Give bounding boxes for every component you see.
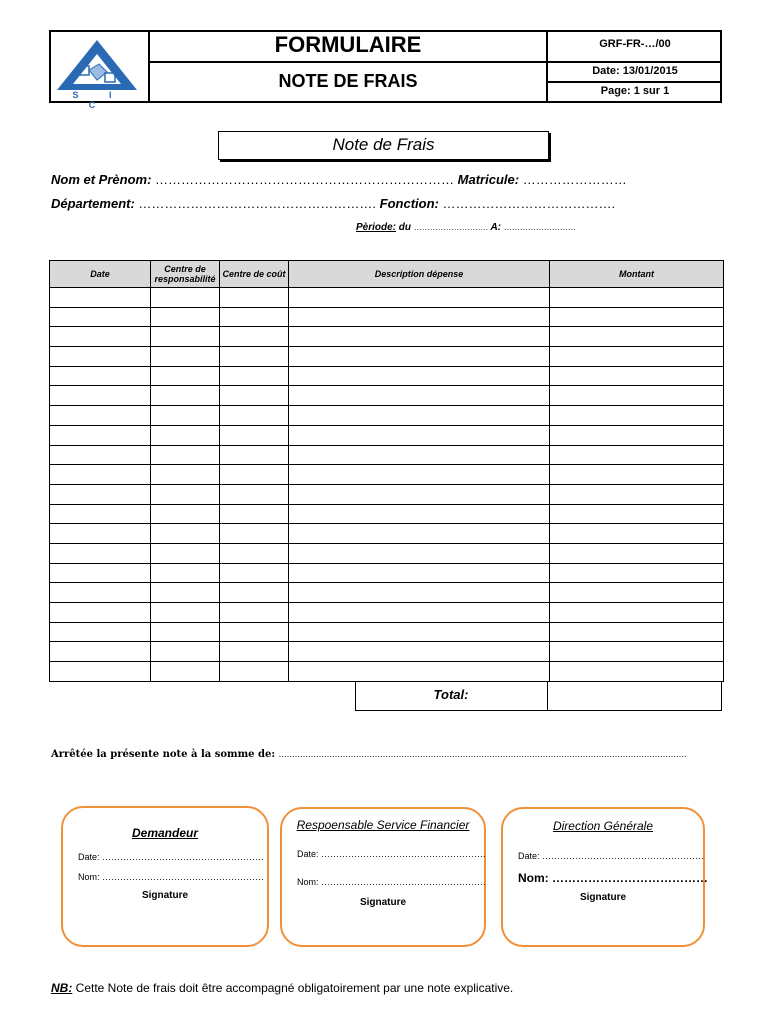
document-title: Note de Frais — [218, 131, 549, 160]
periode-field-line — [356, 222, 576, 233]
cell-date[interactable] — [50, 288, 151, 308]
cell-centre-cout[interactable] — [220, 524, 289, 544]
cell-centre-responsabilite[interactable] — [151, 504, 220, 524]
cell-centre-responsabilite[interactable] — [151, 406, 220, 426]
cell-montant[interactable] — [550, 622, 724, 642]
cell-description[interactable] — [289, 543, 550, 563]
signature-nom-label: Nom: — [297, 877, 319, 887]
cell-montant[interactable] — [550, 524, 724, 544]
cell-date[interactable] — [50, 347, 151, 367]
table-row — [50, 366, 724, 386]
cell-description[interactable] — [289, 603, 550, 623]
cell-centre-responsabilite[interactable] — [151, 583, 220, 603]
cell-centre-responsabilite[interactable] — [151, 622, 220, 642]
cell-centre-cout[interactable] — [220, 603, 289, 623]
cell-date[interactable] — [50, 622, 151, 642]
cell-centre-cout[interactable] — [220, 583, 289, 603]
cell-centre-responsabilite[interactable] — [151, 347, 220, 367]
cell-montant[interactable] — [550, 583, 724, 603]
cell-centre-cout[interactable] — [220, 445, 289, 465]
table-row — [50, 484, 724, 504]
cell-centre-responsabilite[interactable] — [151, 563, 220, 583]
cell-date[interactable] — [50, 465, 151, 485]
name-input[interactable]: …………………………………………………………… — [155, 172, 455, 187]
table-row — [50, 347, 724, 367]
cell-centre-responsabilite[interactable] — [151, 484, 220, 504]
cell-date[interactable] — [50, 366, 151, 386]
signature-date-label: Date: — [78, 852, 100, 862]
cell-description[interactable] — [289, 366, 550, 386]
column-header-montant: Montant — [550, 261, 724, 288]
cell-centre-cout[interactable] — [220, 347, 289, 367]
signature-date-line — [297, 849, 486, 859]
cell-centre-cout[interactable] — [220, 543, 289, 563]
signature-nom-line — [297, 877, 486, 887]
cell-montant[interactable] — [550, 327, 724, 347]
cell-montant[interactable] — [550, 386, 724, 406]
form-title: FORMULAIRE — [274, 32, 422, 57]
table-row — [50, 445, 724, 465]
fonction-input[interactable]: …………………………………. — [442, 196, 616, 211]
cell-date[interactable] — [50, 406, 151, 426]
cell-description[interactable] — [289, 327, 550, 347]
cell-centre-responsabilite[interactable] — [151, 425, 220, 445]
signature-nom-line — [518, 871, 708, 885]
cell-centre-cout[interactable] — [220, 366, 289, 386]
column-header-centre-cout: Centre de coût — [220, 261, 289, 288]
cell-montant[interactable] — [550, 504, 724, 524]
signature-label: Signature — [141, 890, 189, 901]
signature-date-label: Date: — [297, 849, 319, 859]
cell-montant[interactable] — [550, 288, 724, 308]
total-label: Total: — [355, 681, 548, 711]
cell-centre-cout[interactable] — [220, 465, 289, 485]
cell-montant[interactable] — [550, 465, 724, 485]
sum-statement-input[interactable]: ……………………………………………………………………………………………………………………………………… — [278, 750, 687, 759]
signature-nom-input[interactable]: ………………………………… — [552, 871, 709, 885]
cell-montant[interactable] — [550, 445, 724, 465]
cell-date[interactable] — [50, 603, 151, 623]
column-header-description: Description dépense — [289, 261, 550, 288]
signature-date-input[interactable]: ………………………………………………. — [321, 849, 486, 859]
cell-montant[interactable] — [550, 307, 724, 327]
cell-centre-cout[interactable] — [220, 662, 289, 682]
signature-box-finance — [280, 807, 486, 947]
table-row — [50, 406, 724, 426]
cell-centre-responsabilite[interactable] — [151, 543, 220, 563]
logo-text: S I C — [72, 90, 126, 110]
cell-centre-responsabilite[interactable] — [151, 445, 220, 465]
periode-label: Pèriode: — [356, 222, 397, 233]
departement-field-line — [51, 196, 615, 211]
table-row — [50, 386, 724, 406]
cell-montant[interactable] — [550, 603, 724, 623]
cell-date[interactable] — [50, 504, 151, 524]
cell-montant[interactable] — [550, 662, 724, 682]
table-row — [50, 662, 724, 682]
cell-centre-cout[interactable] — [220, 288, 289, 308]
cell-centre-cout[interactable] — [220, 386, 289, 406]
signature-date-line — [78, 852, 264, 862]
cell-centre-responsabilite[interactable] — [151, 288, 220, 308]
footnote-text: Cette Note de frais doit être accompagné obligatoirement par une note explicative. — [72, 981, 514, 995]
cell-centre-responsabilite[interactable] — [151, 603, 220, 623]
signature-date-line — [518, 851, 704, 861]
cell-centre-responsabilite[interactable] — [151, 642, 220, 662]
table-row — [50, 327, 724, 347]
sum-statement — [51, 749, 687, 760]
sum-statement-label: Arrêtée la présente note à la somme de: — [51, 749, 276, 760]
a-label: A: — [490, 222, 502, 233]
cell-centre-cout[interactable] — [220, 307, 289, 327]
header-title-block — [150, 30, 548, 103]
table-row — [50, 504, 724, 524]
form-page-number: Page: 1 sur 1 — [600, 85, 670, 97]
cell-description[interactable] — [289, 504, 550, 524]
table-row — [50, 465, 724, 485]
cell-date[interactable] — [50, 583, 151, 603]
cell-description[interactable] — [289, 563, 550, 583]
signature-nom-input[interactable]: ……………………………………………… — [102, 872, 265, 882]
fonction-label: Fonction: — [379, 196, 439, 211]
table-row — [50, 425, 724, 445]
table-row — [50, 583, 724, 603]
table-row — [50, 563, 724, 583]
name-field-line — [51, 172, 627, 187]
cell-date[interactable] — [50, 563, 151, 583]
form-subtitle: NOTE DE FRAIS — [278, 71, 418, 91]
cell-description[interactable] — [289, 386, 550, 406]
table-body — [50, 288, 724, 682]
cell-date[interactable] — [50, 543, 151, 563]
header-meta-block — [548, 30, 722, 103]
cell-centre-responsabilite[interactable] — [151, 307, 220, 327]
cell-description[interactable] — [289, 445, 550, 465]
matricule-input[interactable]: …………………… — [522, 172, 627, 187]
cell-date[interactable] — [50, 425, 151, 445]
cell-centre-responsabilite[interactable] — [151, 524, 220, 544]
table-row — [50, 288, 724, 308]
signature-date-label: Date: — [518, 851, 540, 861]
cell-date[interactable] — [50, 484, 151, 504]
cell-centre-cout[interactable] — [220, 327, 289, 347]
table-header-row — [50, 261, 724, 288]
signature-nom-label: Nom: — [518, 871, 549, 885]
cell-description[interactable] — [289, 288, 550, 308]
cell-date[interactable] — [50, 642, 151, 662]
column-header-centre-responsabilite: Centre de responsabilité — [151, 261, 220, 288]
cell-date[interactable] — [50, 386, 151, 406]
table-row — [50, 543, 724, 563]
company-logo — [49, 30, 150, 110]
cell-centre-cout[interactable] — [220, 642, 289, 662]
cell-montant[interactable] — [550, 347, 724, 367]
signature-date-input[interactable]: ……………………………………………… — [542, 851, 705, 861]
a-input[interactable]: ……………………… — [503, 223, 576, 232]
expense-table — [49, 260, 724, 682]
table-row — [50, 603, 724, 623]
cell-centre-cout[interactable] — [220, 484, 289, 504]
cell-description[interactable] — [289, 484, 550, 504]
table-row — [50, 642, 724, 662]
column-header-date: Date — [50, 261, 151, 288]
cell-description[interactable] — [289, 425, 550, 445]
signature-title: Direction Générale — [552, 819, 654, 833]
cell-montant[interactable] — [550, 484, 724, 504]
signature-box-direction — [501, 807, 709, 947]
cell-date[interactable] — [50, 524, 151, 544]
cell-description[interactable] — [289, 524, 550, 544]
cell-description[interactable] — [289, 406, 550, 426]
cell-centre-responsabilite[interactable] — [151, 662, 220, 682]
signature-nom-label: Nom: — [78, 872, 100, 882]
cell-centre-responsabilite[interactable] — [151, 327, 220, 347]
signature-title: Respoensable Service Financier — [296, 818, 470, 832]
cell-centre-cout[interactable] — [220, 563, 289, 583]
cell-montant[interactable] — [550, 406, 724, 426]
footnote-label: NB: — [51, 981, 73, 995]
cell-montant[interactable] — [550, 366, 724, 386]
cell-date[interactable] — [50, 445, 151, 465]
cell-description[interactable] — [289, 307, 550, 327]
cell-description[interactable] — [289, 347, 550, 367]
cell-date[interactable] — [50, 662, 151, 682]
cell-description[interactable] — [289, 622, 550, 642]
cell-montant[interactable] — [550, 642, 724, 662]
name-label: Nom et Prènom: — [51, 172, 152, 187]
cell-description[interactable] — [289, 465, 550, 485]
footnote — [51, 981, 513, 995]
signature-box-demandeur — [61, 806, 269, 947]
matricule-label: Matricule: — [457, 172, 520, 187]
cell-montant[interactable] — [550, 563, 724, 583]
du-label: du — [398, 222, 412, 233]
cell-centre-cout[interactable] — [220, 425, 289, 445]
cell-montant[interactable] — [550, 425, 724, 445]
cell-centre-responsabilite[interactable] — [151, 465, 220, 485]
cell-description[interactable] — [289, 662, 550, 682]
signature-label: Signature — [359, 897, 407, 908]
signature-nom-line — [78, 872, 264, 882]
table-row — [50, 622, 724, 642]
cell-centre-responsabilite[interactable] — [151, 386, 220, 406]
table-row — [50, 524, 724, 544]
cell-centre-cout[interactable] — [220, 504, 289, 524]
form-reference: GRF-FR-…/00 — [599, 38, 671, 50]
cell-montant[interactable] — [550, 543, 724, 563]
departement-input[interactable]: ………………………………………………. — [138, 196, 377, 211]
signature-title: Demandeur — [131, 826, 199, 840]
departement-label: Département: — [51, 196, 135, 211]
total-amount-cell[interactable] — [548, 681, 722, 711]
cell-centre-cout[interactable] — [220, 406, 289, 426]
du-input[interactable]: ………………………. — [413, 223, 489, 232]
cell-description[interactable] — [289, 583, 550, 603]
form-date: Date: 13/01/2015 — [592, 65, 678, 77]
table-row — [50, 307, 724, 327]
signature-date-input[interactable]: ……………………………………………… — [102, 852, 265, 862]
cell-date[interactable] — [50, 327, 151, 347]
cell-description[interactable] — [289, 642, 550, 662]
signature-label: Signature — [579, 892, 627, 903]
signature-nom-input[interactable]: ………………………………………………. — [321, 877, 486, 887]
cell-date[interactable] — [50, 307, 151, 327]
cell-centre-cout[interactable] — [220, 622, 289, 642]
cell-centre-responsabilite[interactable] — [151, 366, 220, 386]
